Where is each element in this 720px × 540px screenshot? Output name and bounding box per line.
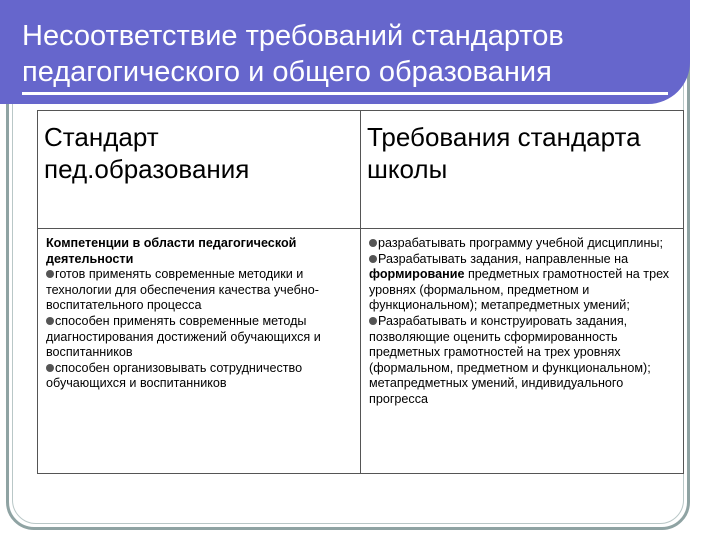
table-body-row bbox=[38, 229, 684, 474]
bullet-icon bbox=[369, 239, 377, 247]
right-body-cell bbox=[361, 229, 684, 474]
header-school-text: Требования стандарта школы bbox=[367, 122, 641, 184]
left-bullet-item bbox=[46, 314, 352, 361]
header-standard-text: Стандарт пед.образования bbox=[44, 122, 250, 184]
left-bullet-text: способен применять современные методы диагностирования достижений обучающихся и воспитанников bbox=[46, 313, 321, 360]
right-bullet-item bbox=[369, 252, 675, 314]
slide-title: Несоответствие требований стандартов педагогического и общего образования bbox=[22, 20, 564, 88]
bullet-icon bbox=[46, 364, 54, 372]
left-bullet-item bbox=[46, 361, 352, 392]
bullet-icon bbox=[46, 317, 54, 325]
bullet-icon bbox=[369, 255, 377, 263]
right-bullet-item bbox=[369, 314, 675, 408]
right-bullet-item bbox=[369, 236, 675, 252]
competence-heading: Компетенции в области педагогической деятельности bbox=[46, 236, 297, 266]
bullet-icon bbox=[369, 317, 377, 325]
right-bullet-text-start: Разрабатывать задания, направленные на bbox=[378, 251, 629, 266]
title-underline bbox=[22, 92, 668, 95]
table-header-row bbox=[38, 111, 684, 229]
bullet-icon bbox=[46, 270, 54, 278]
comparison-table bbox=[37, 110, 684, 474]
title-band bbox=[0, 0, 690, 104]
left-bullet-text: способен организовывать сотрудничество обучающихся и воспитанников bbox=[46, 360, 303, 391]
left-bullet-item bbox=[46, 267, 352, 314]
right-bullet-bold-word: формирование bbox=[369, 267, 465, 282]
header-cell-standard bbox=[38, 111, 361, 229]
left-body-cell bbox=[38, 229, 361, 474]
header-cell-school bbox=[361, 111, 684, 229]
right-bullet-text-end: предметных грамотностей на трех уровнях (формальном, предметном и функциональном); метапредметных умений; bbox=[369, 267, 670, 313]
right-bullet-text: Разрабатывать и конструировать задания, позволяющие оценить сформированность предметных грамотностей на трех уровнях (формальном, предметном и функциональном); метапредметных умений, индивидуального прогресса bbox=[369, 313, 651, 406]
left-bullet-text: готов применять современные методики и технологии для обеспечения качества учебно-воспитательного процесса bbox=[46, 267, 319, 313]
right-bullet-text: разрабатывать программу учебной дисциплины; bbox=[378, 236, 663, 250]
